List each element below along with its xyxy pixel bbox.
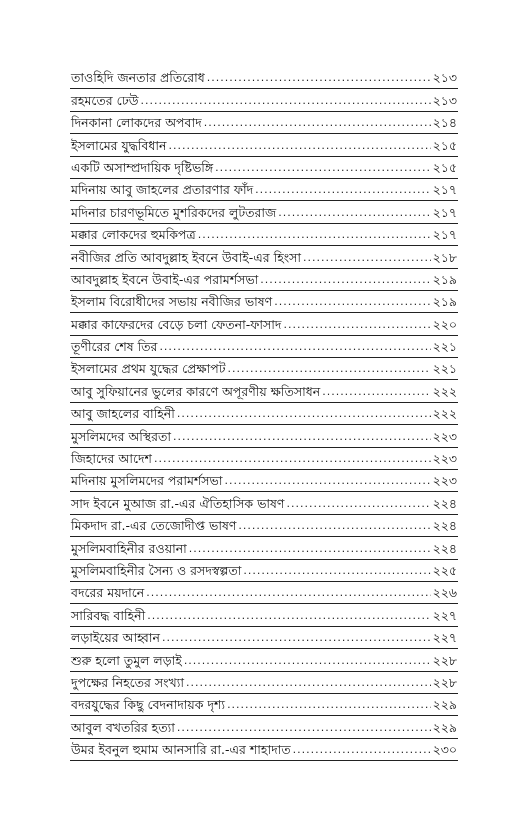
toc-entry-page-number: ২২৪ xyxy=(432,540,457,556)
toc-dot-leader xyxy=(278,205,430,221)
toc-dot-leader xyxy=(274,294,430,310)
toc-dot-leader xyxy=(207,70,431,86)
toc-dot-leader xyxy=(238,518,430,534)
toc-dot-leader xyxy=(255,182,430,198)
toc-entry-page-number: ২২১ xyxy=(432,339,457,355)
toc-entry xyxy=(70,515,458,537)
toc-entry-page-number: ২১৩ xyxy=(432,70,457,86)
toc-entry-page-number: ২১৩ xyxy=(432,92,457,108)
toc-entry-title: বদরযুদ্ধের কিছু বেদনাদায়ক দৃশ্য xyxy=(71,697,226,713)
toc-dot-leader xyxy=(293,742,431,758)
toc-entry xyxy=(70,537,458,559)
toc-entry-title: দুপক্ষের নিহতের সংখ্যা xyxy=(71,674,185,690)
toc-entry-page-number: ২২৩ xyxy=(432,473,457,489)
toc-entry xyxy=(70,269,458,291)
toc-dot-leader xyxy=(243,563,430,579)
toc-entry xyxy=(70,89,458,111)
toc-entry xyxy=(70,582,458,604)
toc-entry-page-number: ২১৫ xyxy=(432,137,457,153)
toc-entry-title: উমর ইবনুল হুমাম আনসারি রা.-এর শাহাদাত xyxy=(71,742,291,758)
toc-entry-title: আবু সুফিয়ানের ভুলের কারণে অপূরণীয় ক্ষতিসাধন xyxy=(71,383,321,399)
toc-entry-title: লড়াইয়ের আহ্বান xyxy=(71,630,160,646)
toc-entry-title: মুসলিমবাহিনীর সৈন্য ও রসদস্বল্পতা xyxy=(71,562,242,578)
toc-entry-page-number: ২৩০ xyxy=(432,742,457,758)
toc-entry-page-number: ২২৫ xyxy=(432,562,457,578)
toc-entry-title: তূণীরের শেষ তির xyxy=(71,339,158,355)
toc-dot-leader xyxy=(154,451,431,467)
toc-entry xyxy=(70,313,458,335)
toc-entry-page-number: ২২৯ xyxy=(432,697,457,713)
toc-entry-page-number: ২২২ xyxy=(432,406,457,422)
toc-dot-leader xyxy=(184,653,431,669)
toc-entry-title: মিকদাদ রা.-এর তেজোদীপ্ত ভাষণ xyxy=(71,518,237,534)
toc-dot-leader xyxy=(173,429,431,445)
toc-entry xyxy=(70,627,458,649)
toc-entry-title: একটি অসাম্প্রদায়িক দৃষ্টিভঙ্গি xyxy=(71,159,214,175)
toc-entry xyxy=(70,649,458,671)
toc-entry-page-number: ২২২ xyxy=(432,383,457,399)
toc-entry xyxy=(70,112,458,134)
toc-entry-page-number: ২২৬ xyxy=(432,585,457,601)
toc-entry-title: ইসলামের যুদ্ধবিধান xyxy=(71,137,167,153)
toc-dot-leader xyxy=(225,473,431,489)
toc-entry-title: নবীজির প্রতি আবদুল্লাহ ইবনে উবাই-এর হিংসা xyxy=(71,249,302,265)
toc-entry xyxy=(70,291,458,313)
toc-entry-title: মদিনায় মুসলিমদের পরামর্শসভা xyxy=(71,473,223,489)
toc-entry xyxy=(70,716,458,738)
toc-dot-leader xyxy=(287,496,431,512)
toc-entry-title: শুরু হলো তুমুল লড়াই xyxy=(71,652,182,668)
toc-entry xyxy=(70,739,458,761)
toc-dot-leader xyxy=(189,541,431,557)
toc-dot-leader xyxy=(322,384,430,400)
toc-dot-leader xyxy=(169,138,431,154)
toc-dot-leader xyxy=(177,406,431,422)
toc-dot-leader xyxy=(260,272,430,288)
toc-entry-page-number: ২২৩ xyxy=(432,428,457,444)
toc-dot-leader xyxy=(177,720,431,736)
toc-entry-title: সারিবদ্ধ বাহিনী xyxy=(71,607,146,623)
toc-entry-page-number: ২২৪ xyxy=(432,495,457,511)
toc-entry-page-number: ২১৯ xyxy=(432,271,457,287)
toc-entry xyxy=(70,492,458,514)
toc-entry xyxy=(70,694,458,716)
toc-entry-page-number: ২১৯ xyxy=(432,294,457,310)
toc-entry-title: ইসলাম বিরোধীদের সভায় নবীজির ভাষণ xyxy=(71,294,273,310)
toc-entry xyxy=(70,67,458,89)
toc-entry xyxy=(70,358,458,380)
toc-entry-title: মুসলিমদের অস্থিরতা xyxy=(71,428,172,444)
toc-dot-leader xyxy=(162,630,431,646)
toc-dot-leader xyxy=(159,339,430,355)
toc-dot-leader xyxy=(283,317,430,333)
toc-entry-page-number: ২১৭ xyxy=(432,227,457,243)
toc-entry-title: দিনকানা লোকদের অপবাদ xyxy=(71,115,202,131)
toc-dot-leader xyxy=(147,608,430,624)
toc-entry-title: রহমতের ঢেউ xyxy=(71,92,139,108)
toc-entry-title: মক্কার লোকদের হুমকিপত্র xyxy=(71,227,196,243)
toc-dot-leader xyxy=(303,250,431,266)
toc-entry xyxy=(70,380,458,402)
toc-entry-title: ইসলামের প্রথম যুদ্ধের প্রেক্ষাপট xyxy=(71,361,226,377)
toc-entry xyxy=(70,403,458,425)
toc-entry-title: জিহাদের আদেশ xyxy=(71,451,152,467)
toc-entry xyxy=(70,470,458,492)
toc-entry-page-number: ২১৫ xyxy=(432,159,457,175)
toc-entry xyxy=(70,224,458,246)
toc-entry-title: মুসলিমবাহিনীর রওয়ানা xyxy=(71,540,187,556)
toc-entry xyxy=(70,672,458,694)
toc-dot-leader xyxy=(227,697,431,713)
toc-dot-leader xyxy=(146,585,430,601)
toc-entry xyxy=(70,179,458,201)
toc-entry-title: বদরের ময়দানে xyxy=(71,585,145,601)
toc-dot-leader xyxy=(186,675,431,691)
toc-entry-page-number: ২১৭ xyxy=(432,204,457,220)
toc-dot-leader xyxy=(204,115,431,131)
toc-entry-page-number: ২২১ xyxy=(432,361,457,377)
toc-entry-page-number: ২২৭ xyxy=(432,630,457,646)
toc-entry xyxy=(70,336,458,358)
toc-entry-page-number: ২১৪ xyxy=(432,115,457,131)
toc-entry-title: মদিনায় আবু জাহলের প্রতারণার ফাঁদ xyxy=(71,182,254,198)
toc-entry-page-number: ২১৭ xyxy=(432,182,457,198)
toc-entry-page-number: ২২৩ xyxy=(432,451,457,467)
toc-entry-page-number: ২২৮ xyxy=(432,674,457,690)
toc-entry xyxy=(70,560,458,582)
toc-entry-page-number: ২১৮ xyxy=(432,249,457,265)
toc-entry-title: মক্কার কাফেরদের বেড়ে চলা ফেতনা-ফাসাদ xyxy=(71,316,282,332)
toc-dot-leader xyxy=(228,361,431,377)
toc-entry xyxy=(70,157,458,179)
toc-dot-leader xyxy=(215,160,430,176)
toc-entry xyxy=(70,448,458,470)
toc-entry-title: তাওহিদি জনতার প্রতিরোধ xyxy=(71,70,205,86)
toc-entry xyxy=(70,201,458,223)
toc-entry-title: সাদ ইবনে মুআজ রা.-এর ঐতিহাসিক ভাষণ xyxy=(71,495,285,511)
toc-entry xyxy=(70,134,458,156)
toc-entry-title: মদিনার চারণভূমিতে মুশরিকদের লুটতরাজ xyxy=(71,204,277,220)
toc-dot-leader xyxy=(198,227,431,243)
toc-entry-page-number: ২২৯ xyxy=(432,719,457,735)
toc-entry-page-number: ২২৮ xyxy=(432,652,457,668)
table-of-contents xyxy=(70,67,458,761)
toc-entry-page-number: ২২৪ xyxy=(432,518,457,534)
toc-entry-title: আবু জাহলের বাহিনী xyxy=(71,406,175,422)
toc-entry-page-number: ২২৭ xyxy=(432,607,457,623)
toc-entry xyxy=(70,604,458,626)
toc-dot-leader xyxy=(141,93,431,109)
toc-entry-page-number: ২২০ xyxy=(432,316,457,332)
toc-entry xyxy=(70,425,458,447)
toc-entry xyxy=(70,246,458,268)
toc-entry-title: আবদুল্লাহ ইবনে উবাই-এর পরামর্শসভা xyxy=(71,271,259,287)
toc-entry-title: আবুল বখতরির হত্যা xyxy=(71,719,175,735)
